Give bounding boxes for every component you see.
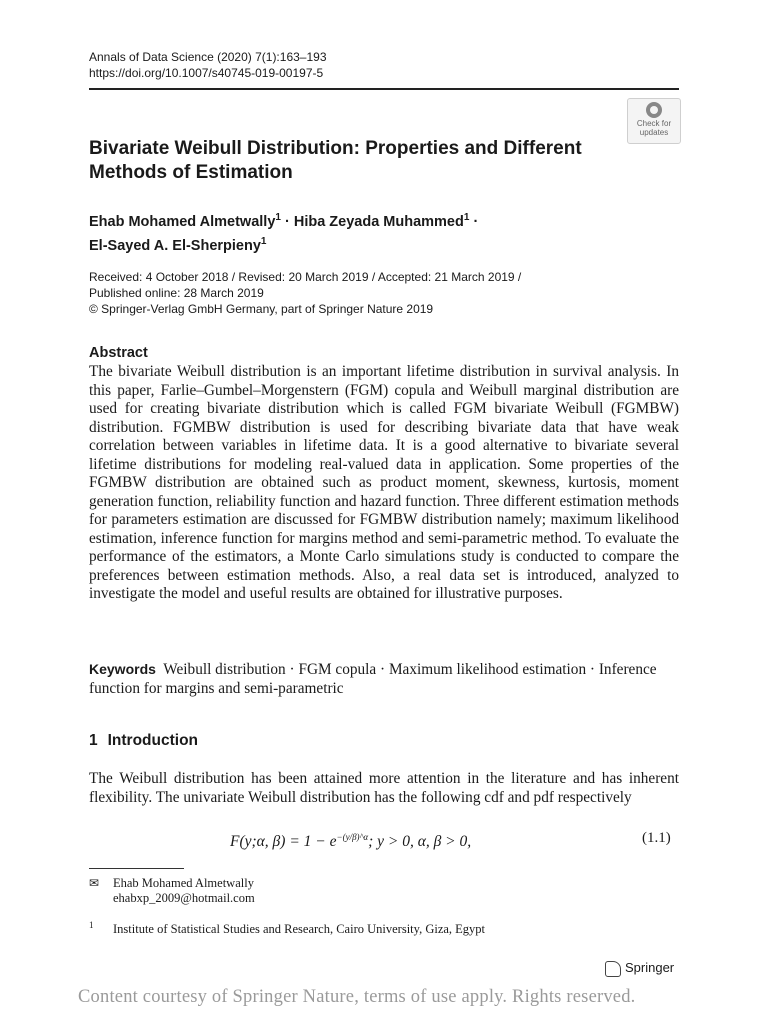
equation-number: (1.1) bbox=[642, 830, 671, 846]
section-title: Introduction bbox=[107, 732, 199, 749]
author-name[interactable]: Hiba Zeyada Muhammed bbox=[293, 213, 464, 230]
author-separator: · bbox=[469, 213, 479, 230]
crossmark-icon bbox=[646, 102, 662, 118]
header-rule bbox=[89, 88, 679, 90]
badge-label-1: Check for bbox=[636, 119, 672, 128]
section-number: 1 bbox=[89, 732, 98, 749]
publisher-name: Springer bbox=[625, 960, 675, 975]
affiliation-marker: 1 bbox=[463, 212, 470, 223]
article-title: Bivariate Weibull Distribution: Properties and Different Methods of Estimation bbox=[89, 138, 582, 183]
published-online: Published online: 28 March 2019 bbox=[89, 286, 264, 300]
received-revised-accepted: Received: 4 October 2018 / Revised: 20 March 2019 / Accepted: 21 March 2019 / bbox=[89, 270, 522, 284]
keywords-block bbox=[89, 660, 679, 698]
author-name[interactable]: El-Sayed A. El-Sherpieny bbox=[89, 237, 261, 254]
keywords-text: Weibull distribution · FGM copula · Maximum likelihood estimation · Inference function for margins and semi-parametric bbox=[89, 661, 657, 697]
introduction-paragraph: The Weibull distribution has been attained more attention in the literature and has inherent flexibility. The univariate Weibull distribution has the following cdf and pdf respectively bbox=[89, 770, 679, 806]
author-separator: · bbox=[280, 213, 294, 230]
equation-exponent: −(y/β)^α bbox=[336, 832, 369, 842]
affiliation-number: 1 bbox=[89, 920, 94, 930]
badge-label-2: updates bbox=[639, 128, 669, 137]
journal-citation bbox=[89, 49, 327, 81]
springer-logo bbox=[605, 960, 674, 977]
corresponding-author-email[interactable]: ehabxp_2009@hotmail.com bbox=[113, 891, 255, 905]
keywords-heading: Keywords bbox=[89, 661, 156, 677]
affiliation-text: Institute of Statistical Studies and Research, Cairo University, Giza, Egypt bbox=[113, 922, 486, 937]
affiliation-footnote bbox=[89, 920, 485, 937]
affiliation-marker: 1 bbox=[260, 235, 267, 247]
doi-link[interactable]: https://doi.org/10.1007/s40745-019-00197-5 bbox=[89, 66, 324, 80]
journal-volume-line: Annals of Data Science (2020) 7(1):163–193 bbox=[89, 50, 327, 64]
author-list bbox=[89, 208, 649, 256]
springer-horse-icon bbox=[605, 961, 621, 977]
footnote-rule bbox=[89, 868, 184, 869]
envelope-icon: ✉ bbox=[89, 876, 100, 890]
check-for-updates-badge[interactable] bbox=[627, 98, 681, 144]
courtesy-notice: Content courtesy of Springer Nature, terms of use apply. Rights reserved. bbox=[78, 987, 636, 1007]
affiliation-marker: 1 bbox=[275, 212, 281, 223]
equation-1-1 bbox=[230, 832, 471, 851]
corresponding-author-footnote bbox=[89, 876, 255, 906]
copyright-line: © Springer-Verlag GmbH Germany, part of Springer Nature 2019 bbox=[89, 302, 434, 316]
equation-lhs: F(y;α, β) = 1 − e bbox=[230, 833, 337, 851]
abstract-heading: Abstract bbox=[89, 345, 148, 361]
article-history bbox=[89, 269, 649, 317]
section-heading bbox=[89, 732, 198, 750]
author-name[interactable]: Ehab Mohamed Almetwally bbox=[89, 213, 276, 230]
abstract-text: The bivariate Weibull distribution is an important lifetime distribution in survival analysis. In this paper, Farlie–Gumbel–Morgenstern (FGM) copula and Weibull marginal distribution are used for creating bivariate distribution which is called FGM bivariate Weibull (FGMBW) distribution. FGMBW distribution is used for describing bivariate data that have weak correlation between variables in lifetime data. It is a good alternative to bivariate several lifetime distributions for modeling real-valued data in application. Some properties of the FGMBW distribution are obtained such as product moment, skewness, kurtosis, moment generation function, reliability function and hazard function. Three different estimation methods for parameters estimation are discussed for FGMBW distribution namely; maximum likelihood estimation, inference function for margins method and semi-parametric method. To evaluate the performance of the estimators, a Monte Carlo simulations study is conducted to compare the preferences between estimation methods. Also, a real data set is introduced, analyzed to investigate the model and useful results are obtained for illustrative purposes. bbox=[89, 363, 679, 602]
equation-rhs: ; y > 0, α, β > 0, bbox=[368, 833, 472, 851]
corresponding-author-name: Ehab Mohamed Almetwally bbox=[113, 876, 254, 890]
